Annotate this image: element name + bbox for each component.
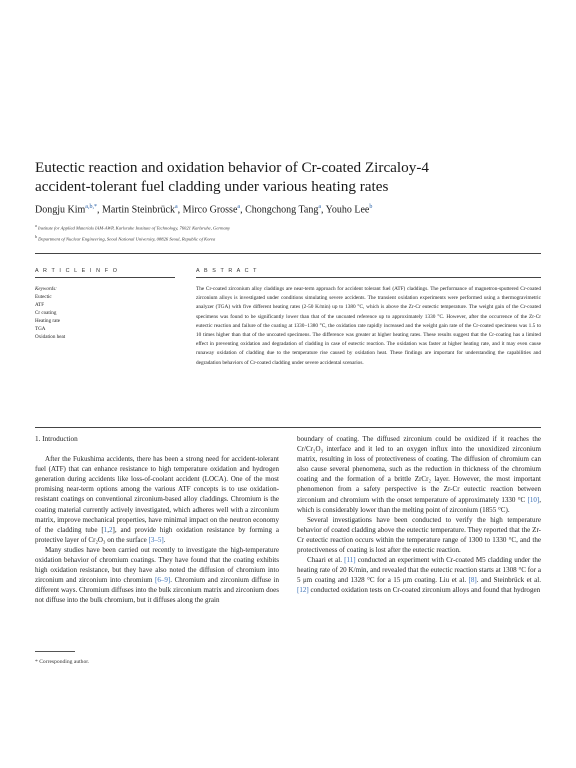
citation-link[interactable]: [3–5]	[148, 535, 164, 544]
article-info-heading: A R T I C L E I N F O	[35, 268, 119, 274]
article-info-rule	[35, 277, 175, 278]
body-left-column	[35, 434, 279, 606]
paragraph-text: conducted an experiment with Cr-coated M5 cladding under the heating rate of 20 K/min, and revealed that the eutectic reaction starts at 1308 °C for a 5 μm coating and 1328 °C for a 15 μm coating. Liu et al.	[297, 556, 541, 585]
author-affil-mark[interactable]: a	[237, 204, 241, 210]
body-right-column	[297, 434, 541, 596]
keywords-label: Keywords:	[35, 286, 57, 292]
citation-link[interactable]: 1	[103, 525, 108, 534]
title-line-2: accident-tolerant fuel cladding under various heating rates	[35, 178, 389, 195]
author-affil-mark[interactable]: b	[369, 204, 373, 210]
author-name[interactable]: Youho Lee	[325, 204, 370, 216]
paragraph-text: Chaari et al.	[307, 556, 345, 565]
citation-link[interactable]: [10]	[527, 495, 540, 504]
affiliation-a: $^a$ Institute for Applied Materials IAM-AWP, Karlsruhe Institute of Technology, 76021 Karlsruhe, Germany	[35, 223, 231, 231]
body-paragraph	[297, 555, 541, 595]
author-name[interactable]: Chongchong Tang	[245, 204, 319, 216]
citation-link[interactable]: [6–9]	[155, 576, 171, 585]
citation-link[interactable]: [12]	[297, 586, 309, 595]
right-paragraphs	[297, 434, 541, 596]
paragraph-text: ,	[107, 525, 109, 534]
body-paragraph	[35, 454, 279, 545]
abstract-bottom-rule	[35, 427, 541, 428]
section-heading-introduction: 1. Introduction	[35, 435, 78, 443]
paragraph-text: Many studies have been carried out recently to investigate the high-temperature oxidation behavior of chromium coatings. They have found that the coating exhibits high oxidation resistance, but they have also noted the diffusion of chromium into zirconium and zirconium into chromium	[35, 545, 279, 585]
left-paragraphs	[35, 454, 279, 605]
author-affil-mark[interactable]: a	[318, 204, 322, 210]
paragraph-text: , which is considerably lower than the melting point of zirconium (1855 °C).	[297, 495, 541, 514]
body-paragraph	[297, 515, 541, 555]
abstract-text: The Cr-coated zirconium alloy claddings are near-term approach for accident tolerant fuel (ATF) claddings. The performance of magnetron-sputtered Cr-coated zirconium alloys is investigated under conditions simulating severe accidents. The transient oxidation experiments were performed using a thermogravimetric analyzer (TGA) with five different heating rates (2-50 K/min) up to 1380 °C, which is above the Zr-Cr eutectic temperature. The weight gain of the Cr-coated specimens was found to be significantly lower than that of the uncoated reference up to approximately 1330 °C. However, after the occurrence of the Zr-Cr eutectic reaction and failure of the coating at 1330−1380 °C, the oxidation rate rapidly increased and the weight gain rate of the Cr-coated specimens was 1.5 to 10 times higher than that of the uncoated specimens. The difference was greater at higher heating rates. These results suggest that the Cr-coating has a limited effect in preventing oxidation and degradation of cladding in case of eutectic reaction. The oxidation was faster at higher heating rate, and it may even cause runaway oxidation of cladding due to the temperature rise caused by oxidation heat. These findings are important for understanding the capabilities and degradation behaviors of Cr-coated cladding under severe accidental scenarios.	[196, 286, 541, 366]
footnote-rule	[35, 651, 75, 652]
corresponding-author-footnote: * Corresponding author.	[35, 659, 90, 665]
body-paragraph	[35, 545, 279, 606]
author-name[interactable]: Dongju Kim	[35, 204, 86, 216]
keyword: TGA	[35, 326, 46, 332]
author-list: Dongju Kim$^{a,b,*}$, Martin Steinbrück$^a$, Mirco Grosse$^a$, Chongchong Tang$^a$, Youho Lee$^b$	[35, 204, 373, 216]
keyword: ATF	[35, 302, 45, 308]
author-affil-mark[interactable]: a,b,*	[85, 204, 97, 210]
keyword: Oxidation heat	[35, 334, 66, 340]
header-divider	[35, 253, 541, 254]
paragraph-text: After the Fukushima accidents, there has been a strong need for accident-tolerant fuel (ATF) that can enhance resistance to high temperature oxidation and hydrogen generation during accidents like loss-of-coolant accident (LOCA). One of the most promising near-term options among the various ATF concepts is to use oxidation-resistant coatings on conventional zirconium-based alloy claddings. Chromium is the coating material currently actively investigated, which adheres well with a zirconium matrix, improve mechanical properties, have minimal impact on the neutron economy of the cladding tube [	[35, 455, 279, 534]
title-line-1: Eutectic reaction and oxidation behavior of Cr-coated Zircaloy-4	[35, 159, 429, 176]
citation-link[interactable]: 2	[108, 525, 113, 534]
paragraph-text: . Chromium and zirconium diffuse in different ways. Chromium diffuses into the bulk zirconium matrix and zirconium does not diffuse into the bulk chromium, but it diffuses along the grain	[35, 576, 279, 605]
paragraph-text: . and Steinbrück et al.	[476, 576, 541, 585]
author-name[interactable]: Mirco Grosse	[182, 204, 238, 216]
keywords-block	[35, 285, 175, 341]
abstract-rule	[196, 277, 541, 278]
paper-title	[35, 158, 545, 196]
citation-link[interactable]: [8]	[468, 576, 477, 585]
affiliation-b: $^b$ Department of Nuclear Engineering, Seoul National University, 08826 Seoul, Republic of Korea	[35, 233, 216, 242]
author-name[interactable]: Martin Steinbrück	[101, 204, 175, 216]
keyword: Eutectic	[35, 294, 52, 300]
paragraph-text: ], and provide high oxidation resistance by forming a protective layer of Cr₂O₃ on the surface	[35, 525, 279, 544]
paragraph-text: boundary of coating. The diffused zirconium could be oxidized if it reaches the Cr/Cr₂O₃ interface and it led to an oxygen influx into the unoxidized zirconium matrix, resulting in loss of protectiveness of coating. The diffusion of chromium can also cause several phenomena, such as the reduction in thickness of the chromium coating and the formation of a brittle ZrCr₂ layer. However, the most important phenomenon from a safety perspective is the Zr-Cr eutectic reaction between zirconium and chromium with the onset temperature of approximately 1330 °C	[297, 435, 541, 504]
keyword: Heating rate	[35, 318, 61, 324]
keyword: Cr coating	[35, 310, 57, 316]
paragraph-text: .	[163, 535, 166, 544]
paragraph-text: Several investigations have been conducted to verify the high temperature behavior of coated cladding above the eutectic temperature. They reported that the Zr-Cr eutectic reaction occurs within the temperature range of 1300 to 1330 °C, and the protectiveness of coating is lost after the eutectic reaction.	[297, 515, 541, 555]
paragraph-text: conducted oxidation tests on Cr-coated zirconium alloys and found that hydrogen	[308, 586, 541, 595]
abstract-heading: A B S T R A C T	[196, 268, 259, 274]
citation-link[interactable]: [11]	[344, 556, 356, 565]
author-affil-mark[interactable]: a	[175, 204, 178, 210]
affiliations	[35, 222, 555, 243]
body-paragraph	[297, 434, 541, 515]
